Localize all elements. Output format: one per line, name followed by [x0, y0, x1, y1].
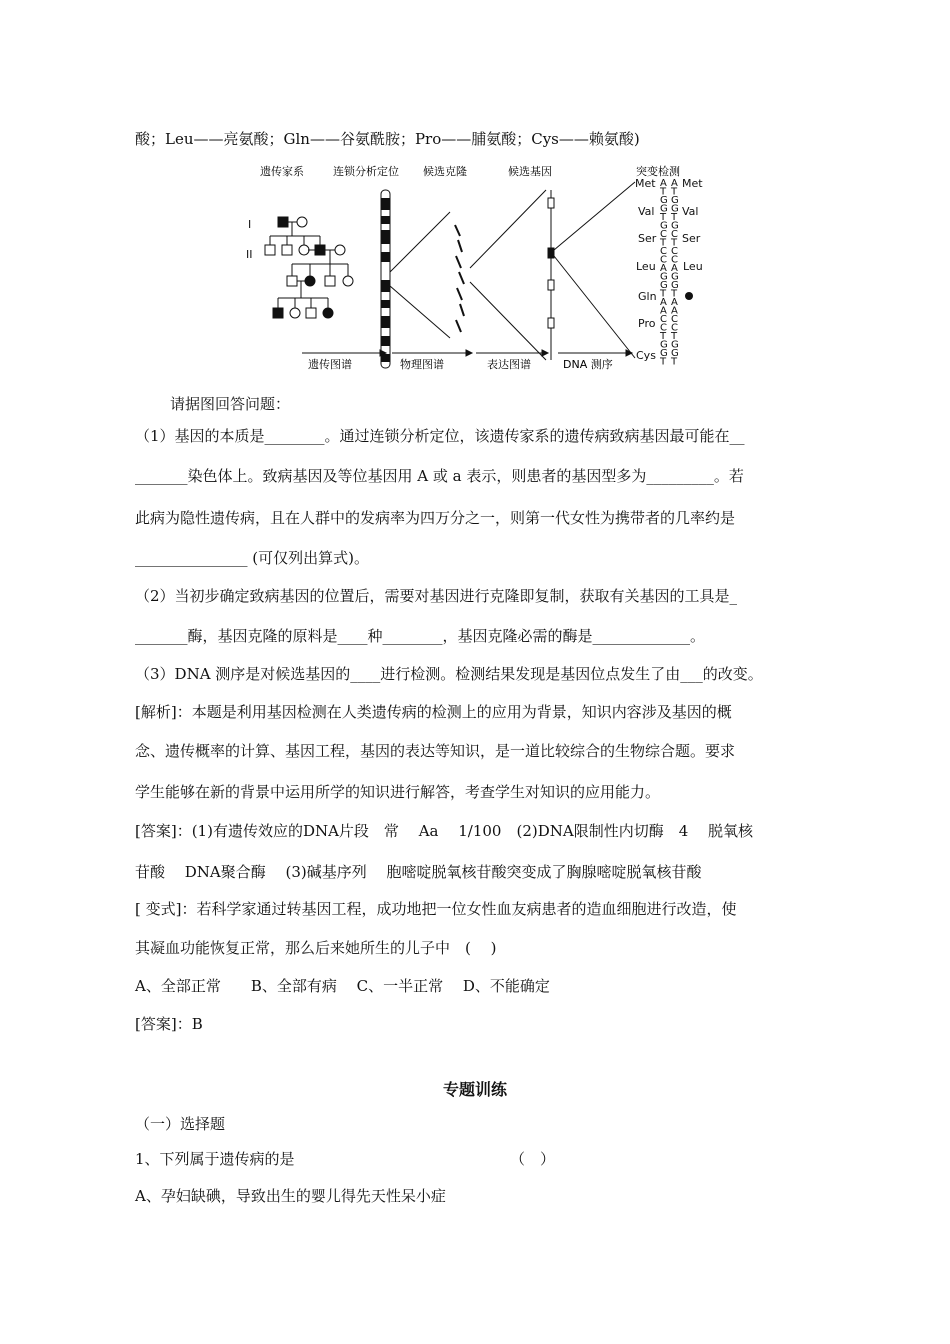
base-letter: G — [660, 339, 668, 351]
base-letter: G — [660, 271, 668, 283]
base-letter: C — [660, 254, 667, 266]
expansion-lines-2 — [470, 190, 546, 360]
answer-line: [答案]：(1)有遗传效应的DNA片段 常 Aa 1/100 (2)DNA限制性内切酶 4 脱氧核 — [135, 822, 754, 840]
aa-right-leu: Leu — [683, 260, 703, 273]
text-line: 酸；Leu——亮氨酸；Gln——谷氨酰胺；Pro——脯氨酸；Cys——赖氨酸) — [135, 130, 640, 148]
option-a: A、孕妇缺碘，导致出生的婴儿得先天性呆小症 — [135, 1187, 446, 1205]
aa-left-gln: Gln — [638, 290, 657, 303]
aa-left-met: Met — [635, 177, 656, 190]
base-letter: T — [671, 356, 678, 368]
base-letter: T — [671, 212, 678, 223]
base-letter: T — [660, 288, 667, 300]
question-1-line: _______染色体上。致病基因及等位基因用 A 或 a 表示，则患者的基因型多为_________。若 — [135, 467, 744, 485]
col-header-candidate-gene: 候选基因 — [508, 165, 552, 178]
analysis-line: 念、遗传概率的计算、基因工程，基因的表达等知识，是一道比较综合的生物综合题。要求 — [135, 742, 736, 760]
base-letter: G — [671, 195, 679, 206]
base-letter: A — [660, 305, 667, 317]
question-1-line: （1）基因的本质是________。通过连锁分析定位，该遗传家系的遗传病致病基因最可能在__ — [135, 427, 745, 445]
col-header-pedigree: 遗传家系 — [260, 165, 304, 178]
sequence-right-column — [670, 178, 679, 368]
base-letter: C — [660, 246, 667, 257]
aa-left-pro: Pro — [638, 317, 656, 330]
base-letter: C — [671, 314, 678, 325]
base-letter: G — [671, 348, 679, 359]
base-letter: G — [671, 203, 679, 215]
base-letter: T — [660, 186, 667, 198]
variant-question-line: 其凝血功能恢复正常，那么后来她所生的儿子中 ( ) — [135, 939, 497, 957]
aa-left-val: Val — [638, 205, 655, 218]
base-letter: A — [671, 178, 678, 189]
col-header-clone: 候选克隆 — [423, 165, 467, 178]
expansion-lines-1 — [390, 212, 450, 338]
expansion-lines-3 — [554, 182, 635, 358]
aa-left-cys: Cys — [636, 349, 656, 362]
question-1-line: 此病为隐性遗传病，且在人群中的发病率为四万分之一，则第一代女性为携带者的几率约是 — [135, 509, 736, 527]
text-line: 请据图回答问题： — [170, 395, 291, 413]
section-title: 专题训练 — [442, 1080, 507, 1099]
base-letter: T — [660, 237, 667, 249]
base-letter: C — [660, 314, 667, 325]
bottom-label-genetic-map: 遗传图谱 — [308, 358, 352, 371]
answer-line: 苷酸 DNA聚合酶 (3)碱基序列 胞嘧啶脱氧核苷酸突变成了胸腺嘧啶脱氧核苷酸 — [135, 863, 702, 881]
sequence-left-column — [659, 178, 668, 368]
base-letter: G — [671, 280, 679, 291]
base-letter: G — [660, 220, 668, 232]
base-letter: T — [671, 288, 678, 300]
base-letter: T — [671, 237, 678, 249]
subsection-label: （一）选择题 — [135, 1115, 226, 1133]
generation-label-2: II — [246, 248, 253, 261]
variant-options: A、全部正常 B、全部有病 C、一半正常 D、不能确定 — [135, 977, 550, 995]
candidate-gene-bar — [548, 190, 554, 360]
aa-right-met: Met — [682, 177, 703, 190]
analysis-line: 学生能够在新的背景中运用所学的知识进行解答，考查学生对知识的应用能力。 — [135, 783, 661, 801]
analysis-line: [解析]：本题是利用基因检测在人类遗传病的检测上的应用为背景，知识内容涉及基因的概 — [135, 703, 732, 721]
variant-question-line: [ 变式]：若科学家通过转基因工程，成功地把一位女性血友病患者的造血细胞进行改造，使 — [135, 900, 737, 918]
aa-left-ser: Ser — [638, 232, 657, 245]
base-letter: C — [671, 254, 678, 266]
clone-fragments — [455, 225, 464, 332]
bottom-label-expression-map: 表达图谱 — [487, 358, 531, 371]
base-letter: A — [671, 297, 678, 308]
question-1-stem: 1、下列属于遗传病的是 — [135, 1150, 295, 1168]
aa-right-ser: Ser — [682, 232, 701, 245]
answer-blank: （ ） — [510, 1150, 556, 1168]
base-letter: G — [660, 348, 668, 359]
base-letter: G — [660, 195, 668, 206]
base-letter: G — [660, 280, 668, 291]
base-letter: C — [671, 246, 678, 257]
bottom-label-dna-sequencing: DNA 测序 — [563, 358, 613, 371]
base-letter: C — [671, 322, 678, 334]
aa-right-val: Val — [682, 205, 699, 218]
generation-label-1: I — [248, 218, 252, 231]
col-header-mutation-detection: 突变检测 — [636, 165, 680, 178]
base-letter: G — [671, 220, 679, 232]
base-letter: G — [660, 203, 668, 215]
base-letter: A — [671, 305, 678, 317]
bottom-label-physical-map: 物理图谱 — [400, 358, 444, 371]
base-letter: T — [671, 331, 678, 342]
base-letter: G — [671, 339, 679, 351]
base-letter: T — [660, 331, 667, 342]
base-letter: C — [660, 229, 667, 240]
mutation-marker-dot — [685, 292, 693, 300]
base-letter: G — [671, 271, 679, 283]
base-letter: T — [671, 186, 678, 198]
base-letter: A — [660, 263, 667, 274]
col-header-linkage: 连锁分析定位 — [333, 165, 399, 178]
aa-left-leu: Leu — [636, 260, 656, 273]
base-letter: T — [660, 212, 667, 223]
base-letter: T — [660, 356, 667, 368]
bottom-arrows — [302, 350, 632, 356]
base-letter: A — [671, 263, 678, 274]
question-2-line: （2）当初步确定致病基因的位置后，需要对基因进行克隆即复制，获取有关基因的工具是_ — [135, 587, 738, 605]
sequence-comparison — [635, 177, 703, 362]
gene-detection-figure — [240, 160, 710, 382]
base-letter: C — [671, 229, 678, 240]
question-1-line: _______________ (可仅列出算式)。 — [135, 549, 369, 567]
question-2-line: _______酶，基因克隆的原料是____种________，基因克隆必需的酶是_____________。 — [135, 627, 706, 645]
base-letter: A — [660, 178, 667, 189]
chromosome-physical-map — [381, 190, 390, 368]
base-letter: A — [660, 297, 667, 308]
variant-answer: [答案]：B — [135, 1015, 203, 1033]
base-letter: C — [660, 322, 667, 334]
pedigree-chart — [246, 217, 353, 318]
question-3-line: （3）DNA 测序是对候选基因的____进行检测。检测结果发现是基因位点发生了由___的改变。 — [135, 665, 763, 683]
